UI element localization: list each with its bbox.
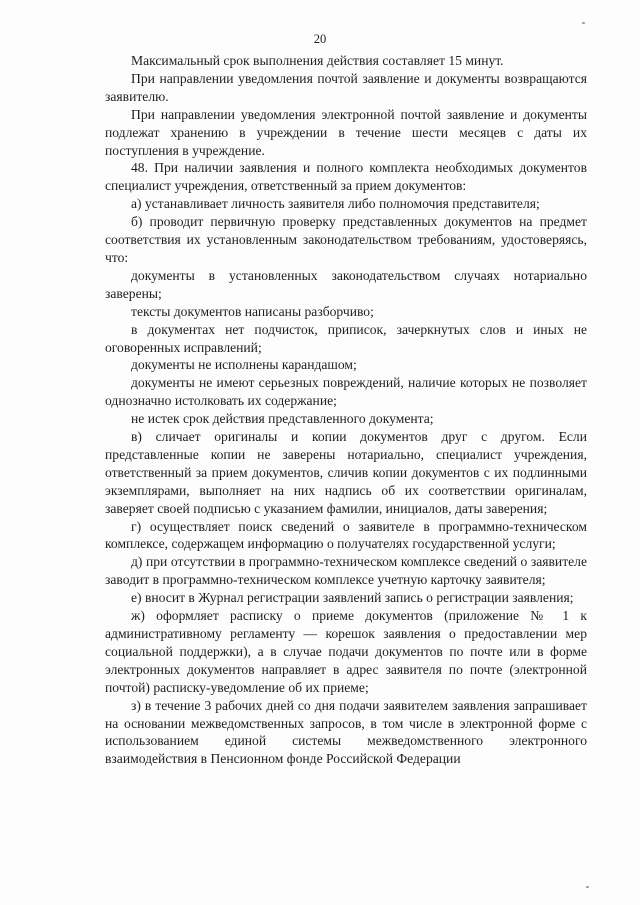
list-item: тексты документов написаны разборчиво; bbox=[131, 303, 374, 319]
list-item: б) проводит первичную проверку представленных документов на предмет соответствия их установленным законодательством требованиям, удостоверяясь, что: bbox=[105, 214, 587, 265]
scan-speck bbox=[586, 886, 589, 888]
list-item: ж) оформляет расписку о приеме документов (приложение № 1 к административному регламенту — корешок заявления о предоставлении мер социальной поддержки), а в случае подачи документов по почте или в форме электронных документов направляет в адрес заявителя по почте (электронной почтой) расписку-уведомление об их приеме; bbox=[105, 608, 587, 695]
scan-speck bbox=[582, 22, 585, 24]
list-item: в документах нет подчисток, приписок, зачеркнутых слов и иных не оговоренных исправлений; bbox=[105, 321, 587, 355]
paragraph: Максимальный срок выполнения действия составляет 15 минут. bbox=[131, 53, 504, 68]
list-item: з) в течение 3 рабочих дней со дня подачи заявителем заявления запрашивает на основании межведомственных запросов, в том числе в электронной форме с использованием единой системы межведомственного электронного взаимодействия в Пенсионном фонде Российской Федерации bbox=[105, 697, 587, 767]
list-item: д) при отсутствии в программно-техническом комплексе сведений о заявителе заводит в программно-техническом комплексе учетную карточку заявителя; bbox=[105, 554, 587, 588]
list-item: документы в установленных законодательством случаях нотариально заверены; bbox=[105, 267, 587, 301]
paragraph: При направлении уведомления почтой заявление и документы возвращаются заявителю. bbox=[105, 70, 587, 104]
list-item: г) осуществляет поиск сведений о заявителе в программно-техническом комплексе, содержащем информацию о получателях государственной услуги; bbox=[105, 518, 587, 552]
paragraph: При направлении уведомления электронной почтой заявление и документы подлежат хранению в учреждении в течение шести месяцев с даты их поступления в учреждение. bbox=[105, 106, 587, 158]
paragraph: 48. При наличии заявления и полного комплекта необходимых документов специалист учреждения, ответственный за прием документов: bbox=[105, 160, 587, 194]
list-item: в) сличает оригиналы и копии документов друг с другом. Если представленные копии не заверены нотариально, специалист учреждения, ответственный за прием документов, сличив копии документов с их подлинными экземплярами, выполняет на них надпись об их соответствии оригиналам, заверяет своей подписью с указанием фамилии, инициалов, даты заверения; bbox=[105, 429, 587, 516]
page-number: 20 bbox=[313, 32, 327, 46]
list-item: е) вносит в Журнал регистрации заявлений запись о регистрации заявления; bbox=[131, 590, 574, 606]
list-item: документы не исполнены карандашом; bbox=[131, 357, 357, 373]
list-item: а) устанавливает личность заявителя либо полномочия представителя; bbox=[131, 196, 540, 212]
document-body bbox=[105, 52, 587, 768]
list-item: документы не имеют серьезных повреждений, наличие которых не позволяет однозначно истолковать их содержание; bbox=[105, 375, 587, 409]
list-item: не истек срок действия представленного документа; bbox=[131, 411, 434, 427]
